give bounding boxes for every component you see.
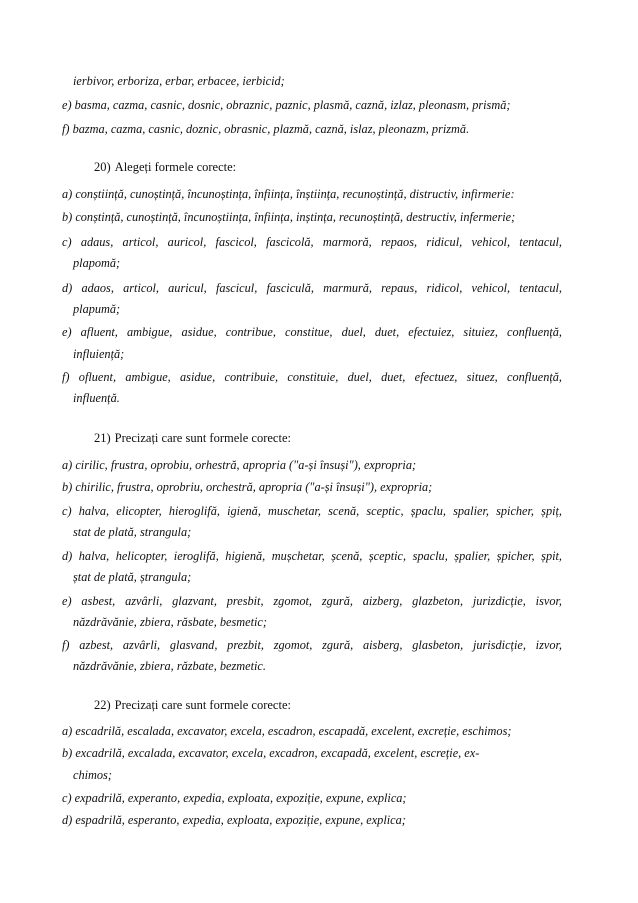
q21-option-c: c) halva, elicopter, hieroglifă, igienă, muschetar, scenă, sceptic, șpaclu, spalier, spicher, șpiț, [62, 504, 562, 518]
question-prompt: Alegeți formele corecte: [114, 160, 237, 174]
q21-option-b: b) chirilic, frustra, oprobriu, orchestră, apropria ("a-și însuși"), expropria; [62, 480, 433, 494]
question-number: 20) [94, 160, 111, 174]
q21-option-c-cont: stat de plată, strangula; [73, 525, 192, 539]
q20-option-d-cont: plapumă; [73, 302, 121, 316]
q20-option-e-cont: influiență; [73, 347, 125, 361]
q22-option-d: d) espadrilă, esperanto, expedia, exploata, expoziție, expune, explica; [62, 813, 406, 827]
q20-option-a: a) conștiință, cunoștință, încunoștința, înființa, înștiința, recunoștință, distructiv, infirmerie: [62, 187, 515, 201]
q22-option-b-cont: chimos; [73, 768, 112, 782]
q22-option-c: c) expadrilă, experanto, expedia, exploata, expoziție, expune, explica; [62, 791, 407, 805]
answer-option-f: f) bazma, cazma, casnic, doznic, obrasnic, plazmă, caznă, islaz, pleonazm, prizmă. [62, 122, 470, 136]
q21-option-d-cont: ștat de plată, ștrangula; [73, 570, 192, 584]
question-prompt: Precizați care sunt formele corecte: [114, 698, 291, 712]
q20-option-e: e) afluent, ambigue, asidue, contribue, constitue, duel, duet, efectuiez, situiez, confluență, [62, 325, 562, 339]
question-22-heading [94, 698, 291, 713]
q20-option-b: b) conștință, cunoștință, încunoștiința, înființa, inștința, recunoștință, destructiv, infermerie; [62, 210, 516, 224]
answer-line: ierbivor, erboriza, erbar, erbacee, ierbicid; [73, 74, 285, 88]
question-20-heading [94, 160, 236, 175]
q21-option-e: e) asbest, azvârli, glazvant, presbit, zgomot, zgură, aizberg, glazbeton, jurizdicție, isvor, [62, 594, 562, 608]
q22-option-a: a) escadrilă, escalada, excavator, excela, escadron, escapadă, excelent, excreție, eschimos; [62, 724, 512, 738]
answer-option-e: e) basma, cazma, casnic, dosnic, obraznic, paznic, plasmă, caznă, izlaz, pleonasm, prismă; [62, 98, 511, 112]
q20-option-d: d) adaos, articol, auricul, fascicul, fasciculă, marmură, repaus, ridicol, vehicol, tentacul, [62, 281, 562, 295]
q20-option-f: f) ofluent, ambigue, asidue, contribuie, constituie, duel, duet, efectuez, situez, confluență, [62, 370, 562, 384]
question-number: 21) [94, 431, 111, 445]
q22-option-b: b) excadrilă, excalada, excavator, excela, excadron, excapadă, excelent, escreție, ex- [62, 746, 480, 760]
question-prompt: Precizați care sunt formele corecte: [114, 431, 291, 445]
q20-option-c-cont: plapomă; [73, 256, 121, 270]
q21-option-e-cont: năzdrăvănie, zbiera, răsbate, besmetic; [73, 615, 267, 629]
question-21-heading [94, 431, 291, 446]
q20-option-f-cont: influență. [73, 391, 120, 405]
q21-option-f: f) azbest, azvârli, glasvand, prezbit, zgomot, zgură, aisberg, glasbeton, jurisdicție, izvor, [62, 638, 562, 652]
question-number: 22) [94, 698, 111, 712]
q21-option-d: d) halva, helicopter, ieroglifă, higienă, mușchetar, șcenă, șceptic, spaclu, șpalier, șpicher, șpit, [62, 549, 562, 563]
q20-option-c: c) adaus, articol, auricol, fascicol, fascicolă, marmoră, repaos, ridicul, vehicol, tentacul, [62, 235, 562, 249]
q21-option-f-cont: năzdrăvănie, zbiera, răzbate, bezmetic. [73, 659, 266, 673]
q21-option-a: a) cirilic, frustra, oprobiu, orhestră, apropria ("a-și însuși"), expropria; [62, 458, 417, 472]
